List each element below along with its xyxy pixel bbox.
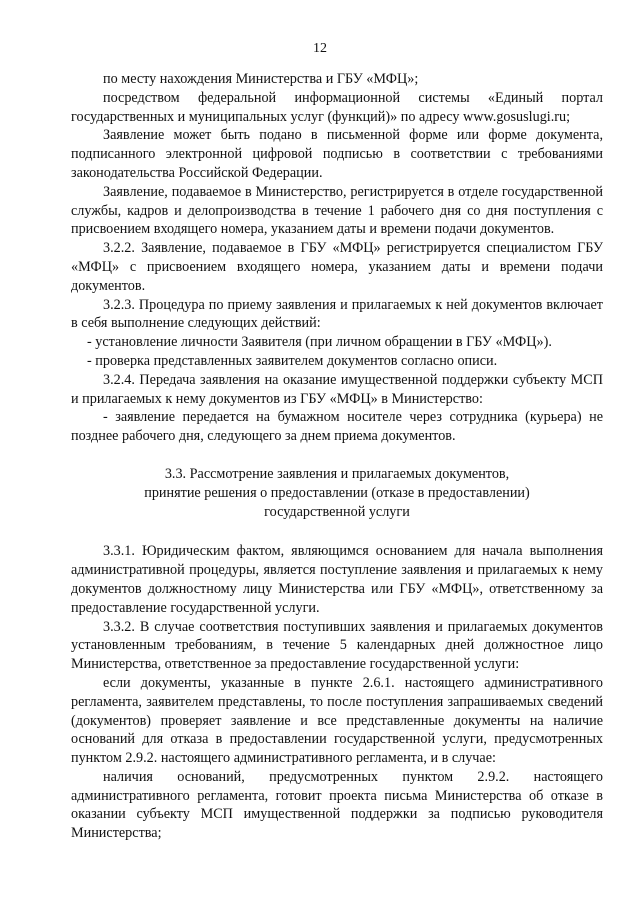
paragraph: 3.2.2. Заявление, подаваемое в ГБУ «МФЦ» регистрируется специалистом ГБУ «МФЦ» с присвоением входящего номера, указанием даты и времени подачи документов.: [71, 240, 603, 294]
section-heading-line: государственной услуги: [264, 503, 410, 520]
page-number: 12: [313, 41, 327, 56]
paragraph: если документы, указанные в пункте 2.6.1. настоящего административного регламента, заявителем представлены, то после поступления запрашиваемых сведений (документов) проверяет заявление и все представленные документы на наличие оснований для отказа в предоставлении государственной услуги, предусмотренных пунктом 2.9.2. настоящего административного регламента, и в случае:: [71, 674, 603, 767]
paragraph: по месту нахождения Министерства и ГБУ «МФЦ»;: [103, 71, 419, 87]
section-heading-line: 3.3. Рассмотрение заявления и прилагаемых документов,: [164, 465, 510, 482]
list-item: - проверка представленных заявителем документов согласно описи.: [87, 352, 498, 369]
section-heading: [71, 465, 603, 521]
paragraph: посредством федеральной информационной системы «Единый портал государственных и муниципальных услуг (функций)» по адресу www.gosuslugi.ru;: [71, 89, 603, 125]
document-body: [71, 70, 603, 843]
paragraph: Заявление, подаваемое в Министерство, регистрируется в отделе государственной службы, кадров и делопроизводства в течение 1 рабочего дня со дня поступления с присвоением входящего номера, указанием даты и времени подачи документов.: [71, 183, 603, 238]
paragraph: 3.3.2. В случае соответствия поступивших заявления и прилагаемых документов установленным требованиям, в течение 5 календарных дней должностное лицо Министерства, ответственное за предоставление государственной услуги:: [71, 618, 603, 673]
list-item: - заявление передается на бумажном носителе через сотрудника (курьера) не позднее рабочего дня, следующего за днем приема документов.: [71, 409, 603, 445]
paragraph: 3.3.1. Юридическим фактом, являющимся основанием для начала выполнения административной процедуры, является поступление заявления и прилагаемых к нему документов должностному лицу Министерства или ГБУ «МФЦ», ответственному за предоставление государственной услуги.: [71, 543, 603, 616]
paragraph: Заявление может быть подано в письменной форме или форме документа, подписанного электронной цифровой подписью в соответствии с требованиями законодательства Российской Федерации.: [71, 127, 603, 181]
list-item: - установление личности Заявителя (при личном обращении в ГБУ «МФЦ»).: [87, 334, 552, 351]
paragraph: 3.2.4. Передача заявления на оказание имущественной поддержки субъекту МСП и прилагаемых к нему документов из ГБУ «МФЦ» в Министерство:: [71, 371, 603, 407]
paragraph: наличия оснований, предусмотренных пунктом 2.9.2. настоящего административного регламента, готовит проекта письма Министерства об отказе в оказании субъекту МСП имущественной поддержки за подписью руководителя Министерства;: [71, 768, 603, 842]
section-heading-line: принятие решения о предоставлении (отказе в предоставлении): [144, 484, 530, 501]
paragraph: 3.2.3. Процедура по приему заявления и прилагаемых к ней документов включает в себя выполнение следующих действий:: [71, 296, 603, 332]
